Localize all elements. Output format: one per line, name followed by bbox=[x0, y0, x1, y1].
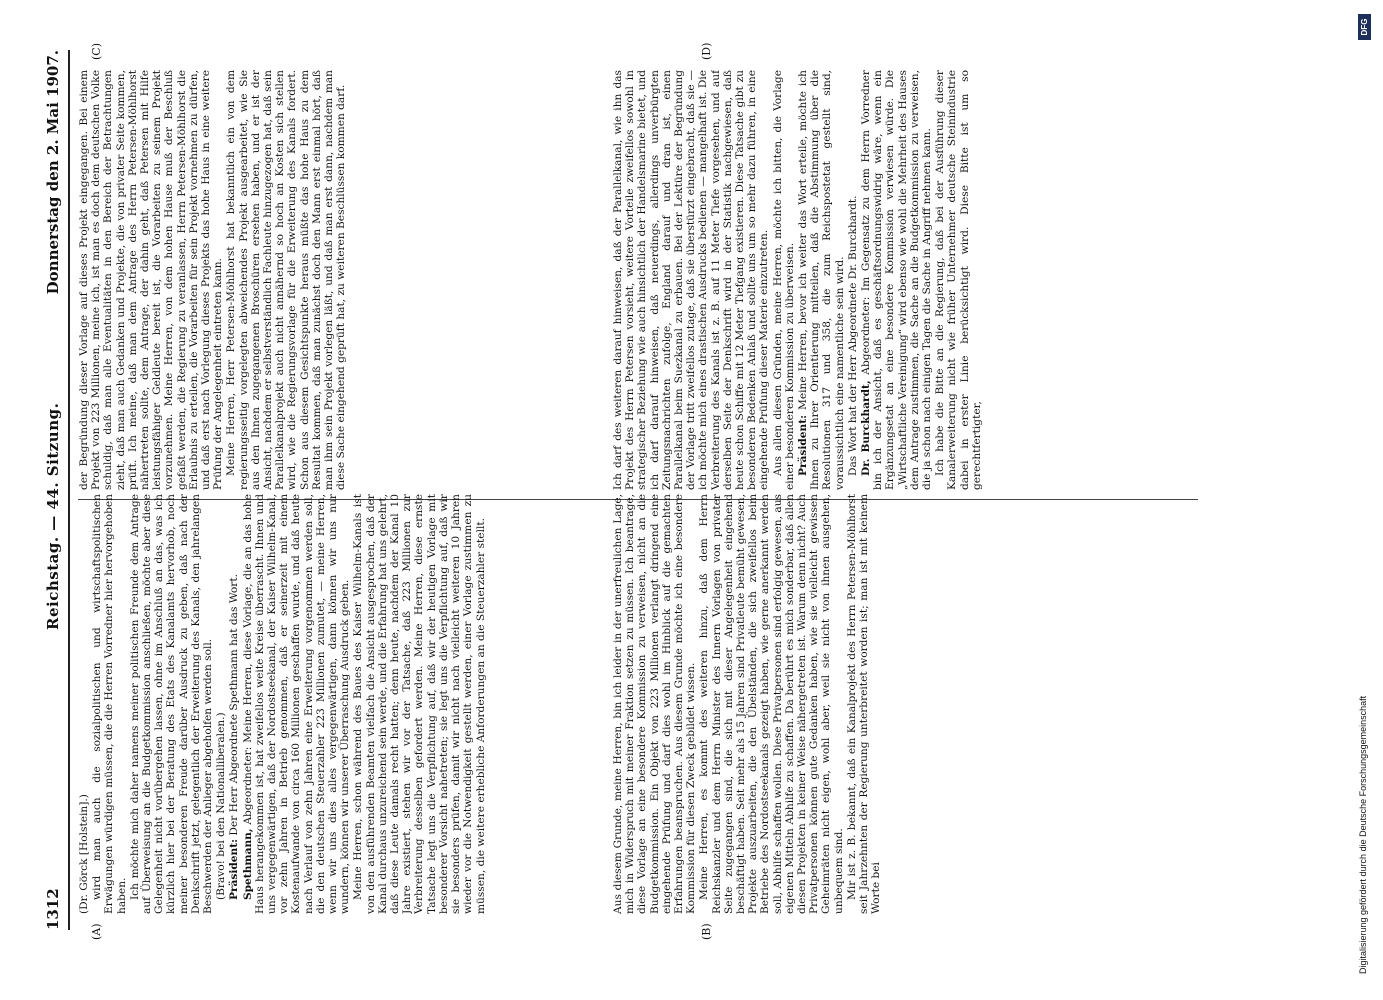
paragraph-text: Abgeordneter: Meine Herren, diese Vorlage, die an das hohe Haus herangekommen ist, hat zweifellos weite Kreise überrascht. Ihnen und uns vergegenwärtigen, daß der Nordostseekanal, der Kaiser Wilhelm-Kanal, vor zehn Jahren in Betrieb genommen, daß er seinerzeit mit einem Kostenaufwande von circa 160 Millionen geschaffen wurde, und daß heute nach Verlauf von zehn Jahren eine Erweiterung vorgenommen werden soll, die den deutschen Steuerzahler 223 Millionen zumutet, — meine Herren, wenn wir uns dies alles vergegenwärtigen, dann können wir uns nur wundern, können wir unserer Überraschung Ausdruck geben. bbox=[241, 494, 352, 914]
paragraph bbox=[78, 70, 224, 490]
paragraph bbox=[78, 494, 90, 914]
page-header bbox=[40, 50, 70, 930]
paragraph bbox=[846, 494, 883, 914]
margin-mark-c: (C) bbox=[90, 43, 103, 60]
paragraph-text: der Begründung dieser Vorlage auf dieses Projekt eingegangen. Bei einem Projekt von 223 Millionen, meine ich, ist man es doch dem deutschen Volke schuldig, daß man alle Eventualitäten in den Bereich der Betrachtungen zieht, daß man auch Gedanken und Projekte, die von privater Seite kommen, prüft. Ich meine, daß man dem Antrage des Herrn Petersen-Möhlhorst nähertreten sollte, dem Antrage, der dahin geht, daß Petersen mit Hilfe leistungsfähiger Geldleute bereit ist, die Vorarbeiten zu seinem Projekt vorzunehmen. Meine Herren, von dem hohen Hause muß der Beschluß gefaßt werden, die Regierung zu veranlassen, Herrn Petersen-Möhlhorst die Erlaubnis zu erteilen, die Vorarbeiten für sein Projekt vornehmen zu dürfen, und daß erst nach Vorlegung dieses Projekts das hohe Haus in eine weitere Prüfung der Angelegenheit eintreten kann. bbox=[78, 70, 225, 490]
speaker-name: Präsident: bbox=[797, 414, 810, 476]
speaker-name: Dr. Burckhardt, bbox=[860, 380, 873, 476]
speaker-name: Präsident: bbox=[228, 838, 241, 900]
paragraph bbox=[228, 494, 240, 914]
margin-mark-b: (B) bbox=[700, 923, 713, 940]
paragraph bbox=[934, 70, 983, 490]
paragraph-text: Ich habe die Bitte an die Regierung, daß bei der Ausführung dieser Kanalerweiterung nicht wie früher Unternehmer deutsche Steinindustrie dabei in erster Linie berücksichtigt wird. Diese Bitte ist um so gerechtfertigter, bbox=[934, 70, 983, 490]
dfg-logo: DFG bbox=[1358, 14, 1371, 40]
paragraph bbox=[91, 494, 128, 914]
paragraph-text: Meine Herren, es kommt des weiteren hinzu, daß dem Herrn Reichskanzler und dem Herrn Minister des Innern Vorlagen von privater Seite zugegangen sind, die sich mit dieser Angelegenheit eingehend beschäftigt haben. Seit mehr als 15 Jahren sind Privatleute bemüht gewesen, Projekte auszuarbeiten, die den Übelständen, die sich zweifellos beim Betriebe des Nordostseekanals gezeigt haben, wie gerne anerkannt werden soll, Abhilfe schaffen wollen. Diese Privatpersonen sind erfolgig gewesen, aus eigenen Mitteln Abhilfe zu schaffen. Da berührt es mich sonderbar, daß allen diesen Projekten in keiner Weise nähergetreten ist. Warum denn nicht? Auch Privatpersonen können gute Gedanken haben, wie sie vielleicht gewissen Geheimräten nicht eigen, wohl aber, weil sie nicht von ihnen ausgehen, unbequem sind. bbox=[698, 494, 845, 914]
paragraph bbox=[352, 494, 486, 914]
column-left-top bbox=[78, 494, 598, 914]
paragraph-text: Meine Herren, schon während des Baues des Kaiser Wilhelm-Kanals ist von den ausführenden Beamten vielfach die Ansicht ausgesprochen, daß der Kanal durchaus unzureichend sein werde, und die Erfahrung hat uns gelehrt, daß diese Leute damals recht hatten; denn heute, nachdem der Kanal 10 Jahre existiert, stehen wir vor der Tatsache, daß 223 Millionen zur Verbreiterung desselben gefordert werden. Meine Herren, diese ernste Tatsache legt uns die Verpflichtung auf, daß wir der heutigen Vorlage mit besonderer Vorsicht nahetreten; sie legt uns die Verpflichtung auf, daß wir sie besonders prüfen, damit wir nicht nach vielleicht weiteren 10 Jahren wieder vor die Notwendigkeit gestellt werden, einer Vorlage zustimmen zu müssen, die weitere erhebliche Anforderungen an die Steuerzahler stellt. bbox=[352, 494, 487, 914]
paragraph-text: (Dr. Görck [Holstein].) bbox=[78, 794, 90, 914]
paragraph-text: wird man auch die sozialpolitischen und wirtschaftspolitischen Erwägungen würdigen müssen, die die Herren Vorredner hier hervorgehoben haben. bbox=[91, 494, 128, 914]
paragraph bbox=[847, 70, 859, 490]
paragraph-text: Meine Herren, Herr Petersen-Möhlhorst hat bekanntlich ein von dem regierungsseitig vorgelegten abweichendes Projekt ausgearbeitet, wie Sie aus den Ihnen zugegangenen Broschüren ersehen haben, und er ist der Ansicht, nachdem er selbstverständlich Fachleute hinzugezogen hat, daß sein Parallelkanalprojekt auch nicht annähernd so hoch an Kosten sich stellen wird, wie die Regierungsvorlage für die Erweiterung des Kanals fordert. Schon aus diesem Gesichtspunkte heraus müßte das hohe Haus zu dem Resultat kommen, daß man zunächst doch den Mann erst einmal hört, daß man ihm sein Projekt vorlegen läßt, und daß man erst dann, nachdem man diese Sache eingehend geprüft hat, zu weiteren Beschlüssen kommen darf. bbox=[225, 70, 348, 490]
paragraph-text: (Bravo! bei den Nationalliberalen.) bbox=[215, 712, 228, 900]
paragraph bbox=[215, 494, 227, 914]
paragraph-text: Aus diesem Grunde, meine Herren, bin ich leider in der unerfreulichen Lage, mich in Widerspruch mit meiner Fraktion setzen zu müssen. Ich beantrage, diese Vorlage an eine besondere Kommission zu verweisen, nicht an die Budgetkommission. Ein Objekt von 223 Millionen verlangt dringend eine eingehende Prüfung und darf dies wohl im Hinblick auf die gemachten Erfahrungen beanspruchen. Aus diesem Grunde möchte ich eine besondere Kommission für diesen Zweck gebildet wissen. bbox=[612, 494, 698, 914]
paragraph-text: Ich darf des weiteren darauf hinweisen, daß der Parallelkanal, wie ihn das Projekt des Herrn Petersen vorsieht, weitere Vorteile zweifellos sowohl in strategischer Beziehung wie auch hinsichtlich der Handelsmarine bietet, und ich darf darauf hinweisen, daß neuerdings, allerdings unverbürgten Zeitungsnachrichten zufolge, England darauf und dran ist, einen Parallelkanal beim Suezkanal zu erbauen. Bei der Lektüre der Begründung der Vorlage tritt zweifellos zutage, daß sie überstürzt eingebracht, daß sie — ich möchte mich eines drastischen Ausdrucks bedienen — mangelhaft ist. Die Verbreiterung des Kanals ist z. B. auf 11 Meter Tiefe vorgesehen, und auf derselben Seite der Denkschrift wird in der Statistik nachgewiesen, daß heute schon Schiffe mit 12 Meter Tiefgang existieren. Diese Tatsache gibt zu besonderen Bedenken Anlaß und sollte uns um so mehr dazu führen, in eine eingehende Prüfung dieser Materie einzutreten. bbox=[612, 70, 771, 490]
paragraph-text: Ich möchte mich daher namens meiner politischen Freunde dem Antrage auf Überweisung an die Budgetkommission anschließen, möchte aber diese Gelegenheit nicht vorübergehen lassen, ohne im Anschluß an das, was ich kürzlich hier bei der Beratung des Etats des Kanalamts hervorhob, noch meiner besonderen Freude darüber Ausdruck zu geben, daß nach der Denkschrift jetzt, gelegentlich der Erweiterung des Kanals, den jahrelangen Beschwerden der Anlieger abgeholfen werden soll. bbox=[128, 494, 215, 914]
paragraph-text: Mir ist z. B. bekannt, daß ein Kanalprojekt des Herrn Petersen-Möhlhorst seit Jahrzehnten der Regierung unterbreitet worden ist; man ist mit keinem Worte bei bbox=[845, 494, 883, 914]
session-title: Reichstag. — 44. Sitzung. bbox=[44, 402, 62, 630]
paragraph bbox=[612, 70, 771, 490]
digitization-credit bbox=[1358, 14, 1374, 974]
page-number: 1312 bbox=[44, 888, 62, 930]
paragraph bbox=[612, 494, 697, 914]
column-right-bottom bbox=[612, 70, 1132, 490]
credit-text: Digitalisierung gefördert durch die Deutsche Forschungsgemeinschaft bbox=[1358, 695, 1368, 974]
paragraph bbox=[225, 70, 347, 490]
paragraph bbox=[698, 494, 844, 914]
paragraph-text: Abgeordneter: Im Gegensatz zu dem Herrn Vorredner bin ich der Ansicht, daß es geschäftsordnungswidrig wäre, wenn ein Ergänzungsetat an eine besondere Kommission verwiesen würde. Die „Wirtschaftliche Vereinigung“ wird ebenso wie wohl die Mehrheit des Hauses dem Antrage zustimmen, die Sache an die Budgetkommission zu verweisen, die ja schon nach einigen Tagen die Sache in Angriff nehmen kann. bbox=[860, 70, 934, 490]
paragraph-text: Meine Herren, bevor ich weiter das Wort erteile, möchte ich Ihnen zu Ihrer Orientierung mitteilen, daß die Abstimmung über die Resolutionen 317 und 358, die zum Reichspostetat gestellt sind, voraussichtlich eine namentliche sein wird. bbox=[797, 70, 846, 490]
paragraph-text: Das Wort hat der Herr Abgeordnete Dr. Burckhardt. bbox=[846, 195, 859, 476]
paragraph-text: Der Herr Abgeordnete Spethmann hat das Wort. bbox=[228, 574, 241, 836]
margin-mark-d: (D) bbox=[700, 42, 713, 60]
paragraph bbox=[772, 70, 796, 490]
speaker-name: Spethmann, bbox=[241, 828, 254, 900]
margin-mark-a: (A) bbox=[90, 923, 103, 940]
paragraph bbox=[242, 494, 352, 914]
column-left-bottom bbox=[612, 494, 1132, 914]
paragraph-text: Aus allen diesen Gründen, meine Herren, möchte ich bitten, die Vorlage einer besonderen Kommission zu überweisen. bbox=[771, 70, 796, 490]
paragraph bbox=[129, 494, 214, 914]
column-right-top bbox=[78, 70, 598, 490]
paragraph bbox=[797, 70, 846, 490]
session-date: Donnerstag den 2. Mai 1907. bbox=[44, 50, 62, 295]
paragraph bbox=[860, 70, 933, 490]
